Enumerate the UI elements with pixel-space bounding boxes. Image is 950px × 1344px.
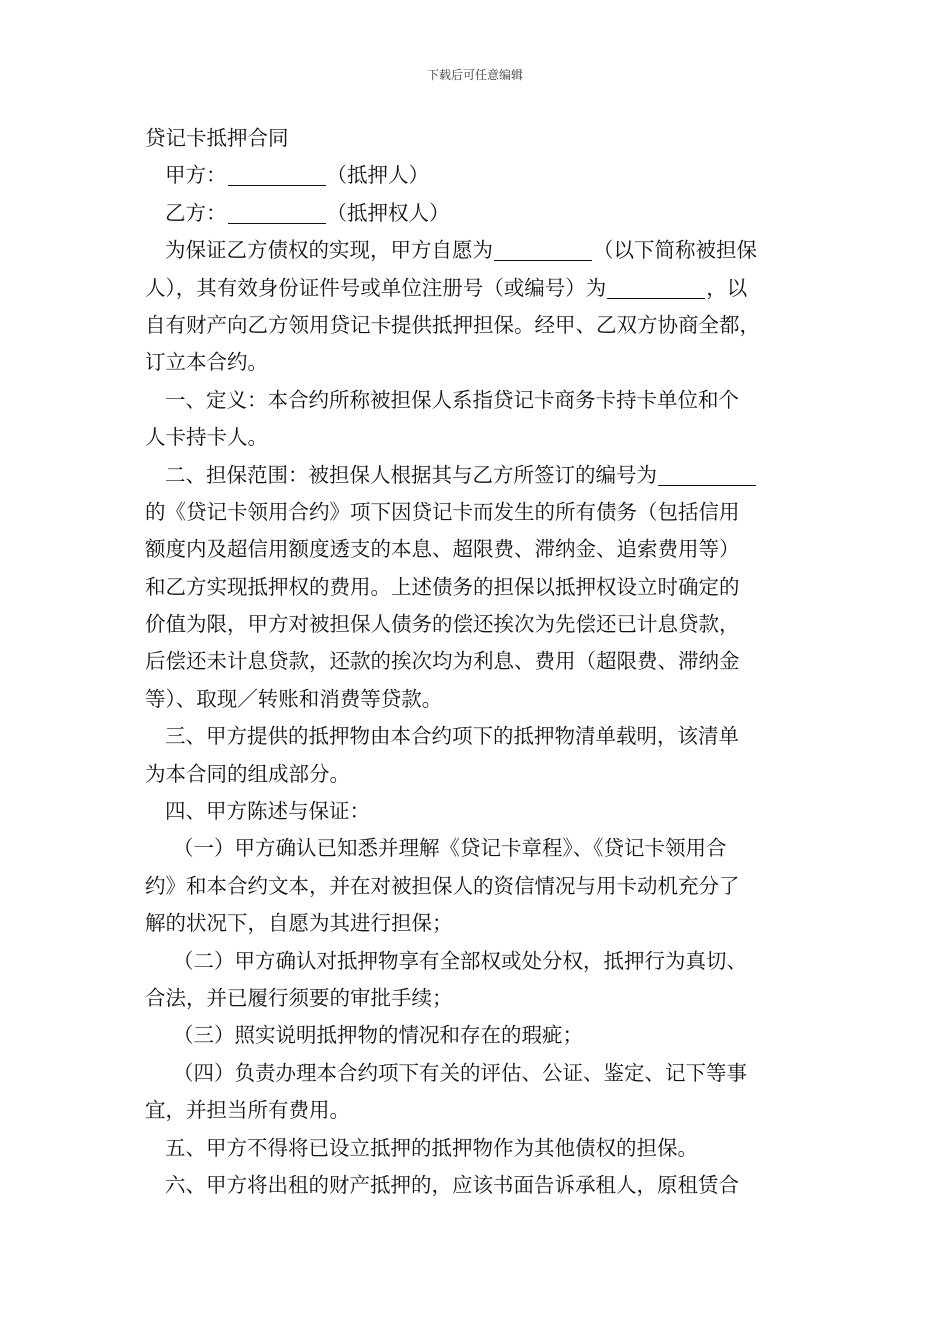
text-line (145, 756, 810, 793)
text-segment: 三、甲方提供的抵押物由本合约项下的抵押物清单载明，该清单 (165, 724, 739, 749)
text-segment: （一）甲方确认已知悉并理解《贷记卡章程》、《贷记卡领用合 (173, 836, 727, 861)
text-line (145, 793, 810, 830)
text-segment: 人卡持卡人。 (145, 425, 268, 450)
text-segment: 订立本合约。 (145, 350, 268, 375)
text-segment: 的《贷记卡领用合约》项下因贷记卡而发生的所有债务（包括信用 (145, 499, 740, 524)
text-line (145, 868, 810, 905)
document-title (145, 120, 810, 157)
text-line (145, 531, 810, 568)
text-line (145, 457, 810, 494)
text-line (145, 307, 810, 344)
text-segment: 五、甲方不得将已设立抵押的抵押物作为其他债权的担保。 (165, 1135, 698, 1160)
text-segment: （抵押权人） (326, 200, 450, 225)
text-segment: 二、担保范围：被担保人根据其与乙方所签订的编号为 (165, 462, 657, 487)
fill-in-blank (607, 274, 705, 299)
text-line (145, 382, 810, 419)
text-line (145, 1167, 810, 1204)
text-segment: 宜，并担当所有费用。 (145, 1098, 350, 1123)
text-line (145, 980, 810, 1017)
text-line (145, 1055, 810, 1092)
fill-in-blank (228, 199, 326, 224)
text-segment: 甲方： (165, 163, 227, 188)
text-segment: 六、甲方将出租的财产抵押的，应该书面告诉承租人，原租赁合 (165, 1172, 739, 1197)
text-segment: 和乙方实现抵押权的费用。上述债务的担保以抵押权设立时确定的 (145, 574, 740, 599)
text-line (145, 157, 810, 194)
text-segment: 约》和本合约文本，并在对被担保人的资信情况与用卡动机充分了 (145, 873, 740, 898)
text-line (145, 606, 810, 643)
text-segment: 价值为限，甲方对被担保人债务的偿还挨次为先偿还已计息贷款， (145, 612, 740, 637)
text-line (145, 232, 810, 269)
text-line (145, 1092, 810, 1129)
text-line (145, 419, 810, 456)
text-line (145, 270, 810, 307)
text-segment: 后偿还未计息贷款，还款的挨次均为利息、费用（超限费、滞纳金 (145, 649, 740, 674)
text-segment: （以下简称被担保 (593, 238, 757, 263)
text-segment: （二）甲方确认对抵押物享有全部权或处分权，抵押行为真切、 (173, 948, 747, 973)
text-segment: 等）、取现／转账和消费等贷款。 (145, 686, 443, 711)
text-segment: （四）负责办理本合约项下有关的评估、公证、鉴定、记下等事 (173, 1060, 747, 1085)
text-segment: 贷记卡抵押合同 (145, 126, 289, 150)
text-line (145, 681, 810, 718)
text-line (145, 494, 810, 531)
text-segment: 四、甲方陈述与保证： (165, 799, 370, 824)
text-segment: 一、定义：本合约所称被担保人系指贷记卡商务卡持卡单位和个 (165, 387, 739, 412)
text-line (145, 905, 810, 942)
text-segment: 为本合同的组成部分。 (145, 761, 350, 786)
text-segment: 自有财产向乙方领用贷记卡提供抵押担保。经甲、乙双方协商全都， (145, 312, 760, 337)
text-line (145, 943, 810, 980)
text-line (145, 643, 810, 680)
text-segment: （三）照实说明抵押物的情况和存在的瑕疵； (173, 1023, 583, 1048)
text-segment: 解的状况下，自愿为其进行担保； (145, 911, 453, 936)
text-segment: 为保证乙方债权的实现，甲方自愿为 (165, 238, 493, 263)
text-line (145, 195, 810, 232)
text-segment: ，以 (706, 275, 748, 300)
text-segment: 合法，并已履行须要的审批手续； (145, 985, 453, 1010)
fill-in-blank (658, 461, 756, 486)
fill-in-blank (494, 236, 592, 261)
text-line (145, 569, 810, 606)
contract-body (145, 120, 810, 1204)
text-segment: 人），其有效身份证件号或单位注册号（或编号）为 (145, 275, 607, 300)
text-line (145, 344, 810, 381)
text-line (145, 1017, 810, 1054)
text-line (145, 830, 810, 867)
text-segment: （抵押人） (326, 163, 429, 188)
fill-in-blank (228, 161, 326, 186)
text-line (145, 1130, 810, 1167)
text-segment: 额度内及超信用额度透支的本息、超限费、滞纳金、追索费用等） (145, 537, 740, 562)
text-line (145, 718, 810, 755)
page-header: 下载后可任意编辑 (426, 68, 523, 82)
text-segment: 乙方： (165, 200, 227, 225)
